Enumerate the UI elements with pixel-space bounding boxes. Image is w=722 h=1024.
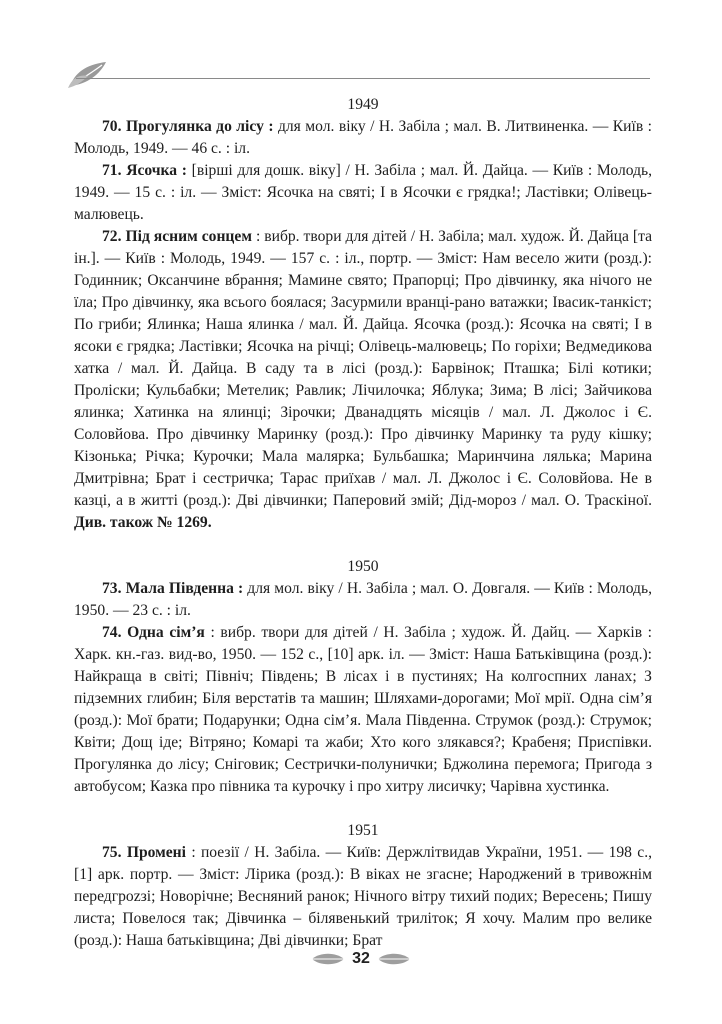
entry-74: [74, 622, 652, 798]
entry-72: [74, 226, 652, 534]
entry-title: Одна сім’я: [127, 624, 205, 641]
entry-text: для мол. віку / Н. Забіла ; мал. В. Литвиненка. — Київ : Молодь, 1949. — 46 с. : іл.: [74, 118, 652, 157]
entry-number: 70.: [102, 118, 122, 135]
entry-number: 74.: [102, 624, 122, 641]
year-heading: 1949: [347, 96, 379, 113]
see-also-reference: Див. також № 1269.: [74, 514, 212, 531]
bibliography-content: [74, 94, 652, 952]
entry-title: Мала Південна :: [125, 580, 244, 597]
entry-73: [74, 578, 652, 622]
header-rule: [76, 78, 650, 79]
left-leaf-ornament-icon: [310, 952, 346, 966]
leaf-ornament-icon: [66, 56, 110, 90]
entry-71: [74, 160, 652, 226]
right-leaf-ornament-icon: [376, 952, 412, 966]
year-heading: 1950: [347, 558, 379, 575]
entry-number: 75.: [102, 844, 122, 861]
year-heading: 1951: [347, 822, 379, 839]
entry-text: : поезії / Н. Забіла. — Київ: Держлітвидав України, 1951. — 198 с., [1] арк. портр. — Зміст: Лірика (розд.): В віках не згасне; Народжений в тривожнім передгрozзі; Новорічне; Весняний ранок; Нічного вітру тихий подих; Вересень; Пишу листа; Повелося так; Дівчинка – білявенький триліток; Я хочу. Малим про велике (розд.): Наша батьківщина; Дві дівчинки; Брат: [74, 844, 653, 949]
entry-title: Прогулянка до лісу :: [125, 118, 274, 135]
entry-number: 72.: [102, 228, 122, 245]
entry-title: Промені: [126, 844, 186, 861]
entry-title: Ясочка :: [126, 162, 187, 179]
entry-number: 73.: [102, 580, 122, 597]
entry-70: [74, 116, 652, 160]
entry-number: 71.: [102, 162, 122, 179]
entry-text: [вірші для дошк. віку] / Н. Забіла ; мал. Й. Дайца. — Київ : Молодь, 1949. — 15 с. : іл. — Зміст: Ясочка на святі; І в Ясочки є грядка!; Ластівки; Олівець-малювець.: [74, 162, 653, 223]
page-number: 32: [352, 950, 370, 967]
entry-text: : вибр. твори для дітей / Н. Забіла ; худож. Й. Дайц. — Харків : Харк. кн.-газ. вид-во, 1950. — 152 с., [10] арк. іл. — Зміст: Наша Батьківщина (розд.): Найкраща в світі; Північ; Південь; В лісах і в пустинях; На колгоспних ланах; З підземних глибин; Біля верстатів та машин; Шляхами-дорогами; Мої мрії. Одна сім’я (розд.): Мої брати; Подарунки; Одна сім’я. Мала Південна. Струмок (розд.): Струмок; Квіти; Дощ іде; Вітряно; Комарі та жаби; Хто кого злякався?; Крабеня; Приспівки. Прогулянка до лісу; Сніговик; Сестрички-полунички; Бджолина перемога; Пригода з автобусом; Казка про півника та курочку і про хитру лисичку; Чарівна хустинка.: [74, 624, 653, 795]
page-footer: [0, 946, 722, 972]
entry-text: : вибр. твори для дітей / Н. Забіла; мал. худож. Й. Дайца [та ін.]. — Київ : Молодь, 1949. — 157 с. : іл., портр. — Зміст: Нам весело жити (розд.): Годинник; Оксанчине вбрання; Мамине свято; Прапорці; Про дівчинку, яка нічого не їла; Про дівчинку, яка всього боялася; Засурмили вранці-рано ватажки; Івасик-танкіст; По гриби; Ялинка; Наша ялинка / мал. Й. Дайца. Ясочка (розд.): Ясочка на святі; І в ясоки є грядка; Ластівки; Ясочка на річці; Олівець-малювець; По горіхи; Ведмедикова хатка / мал. Й. Дайца. В саду та в лісі (розд.): Барвінок; Пташка; Білі котики; Проліски; Кульбабки; Метелик; Равлик; Лічилочка; Яблука; Зима; В лісі; Зайчикова ялинка; Хатинка на ялинці; Зірочки; Дванадцять місяців / мал. Л. Джолос і Є. Соловйова. Про дівчинку Маринку (розд.): Про дівчинку Маринку та руду кішку; Кізонька; Річка; Курочки; Мала малярка; Бульбашка; Маринчина лялька; Марина Дмитрівна; Брат і сестричка; Тарас приїхав / мал. Л. Джолос і Є. Соловйова. Не в казці, а в житті (розд.): Дві дівчинки; Паперовий змій; Дід-мороз / мал. О. Траскіної.: [74, 228, 653, 509]
entry-text: для мол. віку / Н. Забіла ; мал. О. Довгаля. — Київ : Молодь, 1950. — 23 с. : іл.: [74, 580, 652, 619]
entry-title: Під ясним сонцем: [125, 228, 252, 245]
entry-75: [74, 842, 652, 952]
